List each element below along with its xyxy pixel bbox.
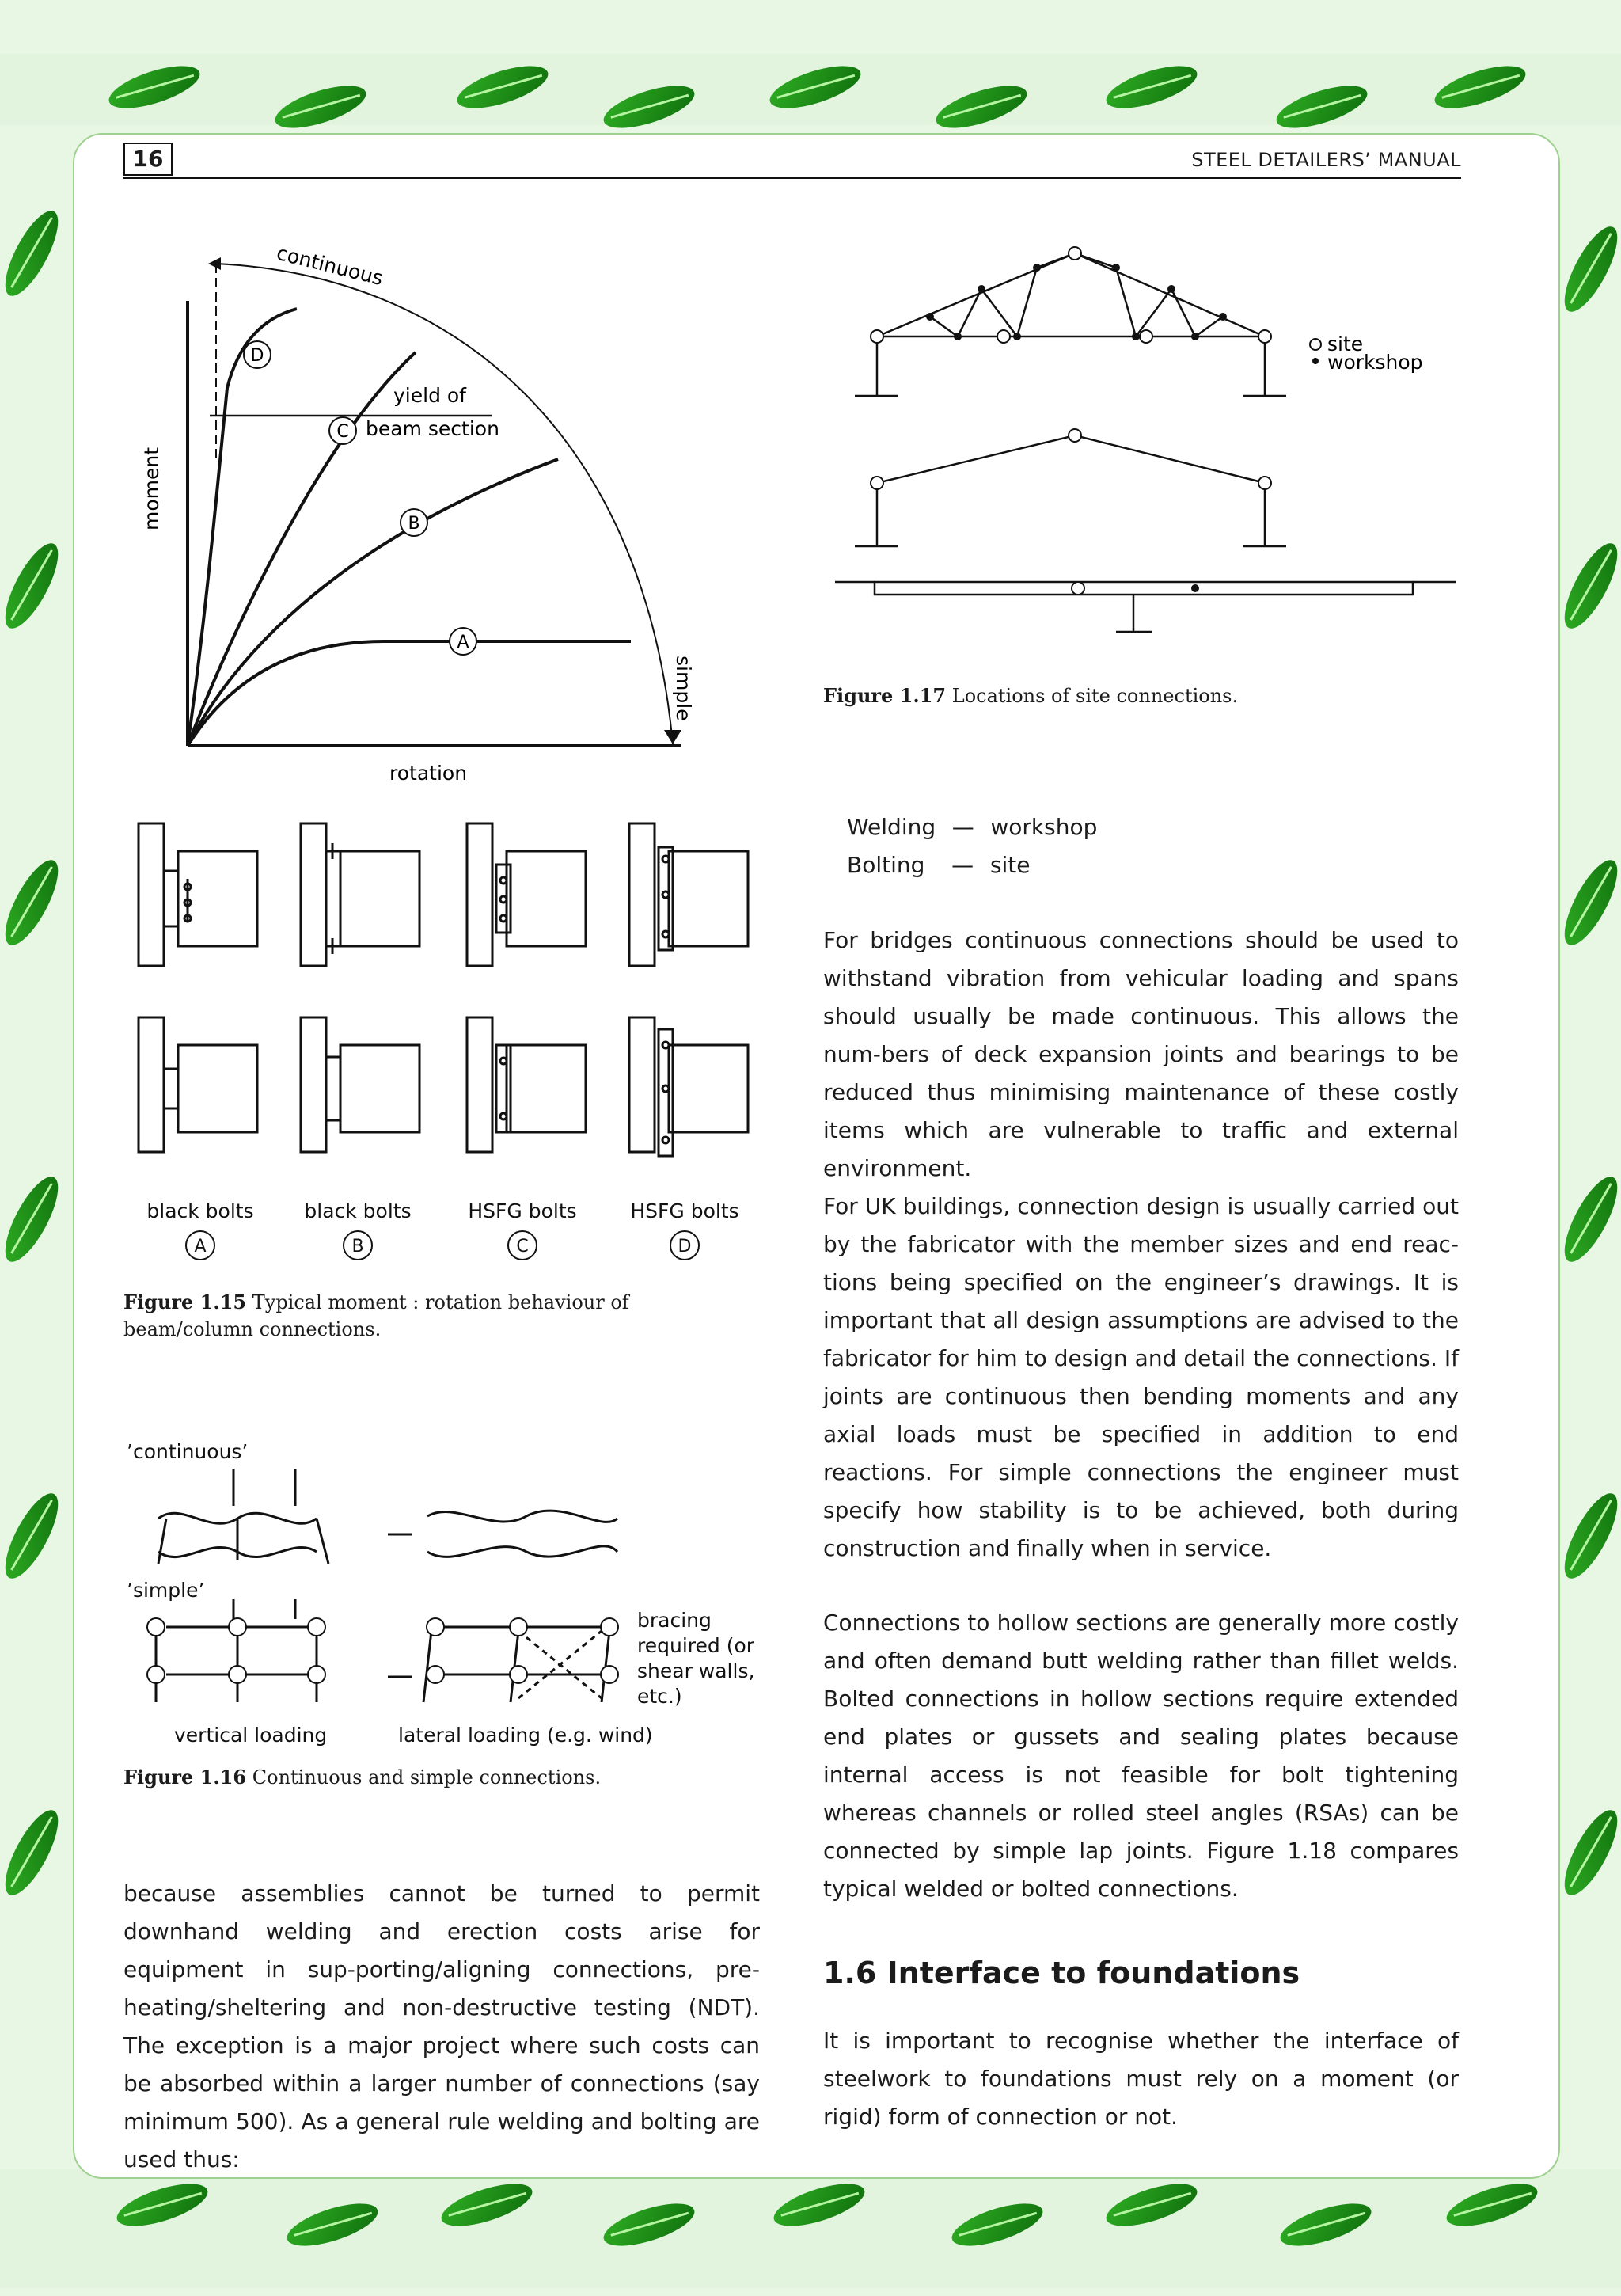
- moment-label: moment: [140, 447, 163, 530]
- hollow-sections-paragraph: [823, 1604, 1459, 1908]
- yield-label-line-1: yield of: [393, 384, 466, 407]
- figure-1-16-caption: [123, 1764, 749, 1791]
- figure-1-16-diagram: [123, 1441, 772, 1762]
- connection-letter-b: B: [351, 1237, 364, 1256]
- bracing-label-line-2: required (or: [637, 1634, 755, 1657]
- simple-label: simple: [672, 656, 695, 721]
- quarter-arc: [216, 264, 673, 744]
- rotation-label: rotation: [389, 762, 468, 785]
- leaf-decoration: [0, 1487, 68, 1586]
- connection-detail: [629, 1017, 748, 1156]
- workshop-legend-label: workshop: [1327, 351, 1423, 374]
- leaf-decoration: [1555, 1170, 1621, 1269]
- curve-c: [188, 352, 416, 746]
- site-legend-icon: [1310, 339, 1321, 350]
- leaf-decoration: [0, 1804, 68, 1903]
- leaf-decoration: [0, 853, 68, 952]
- table-dash: —: [951, 851, 974, 878]
- table-place: site: [989, 851, 1031, 878]
- leaf-decoration: [1555, 537, 1621, 636]
- welding-bolting-table: [847, 808, 1116, 884]
- truss-top-chord: [877, 253, 1265, 336]
- body-text-hollow-sections: Connections to hollow sections are generally more costly and often demand butt welding rather than fillet welds. Bolted connections in hollow sections require extended end plates or gussets and sealing plates because internal access is not feasible for bolt tightening whereas channels or rolled steel angles (RSAs) can be connected by simple lap joints. Figure 1.18 compares typical welded or bolted connections.: [823, 1610, 1459, 1902]
- body-text-foundations: It is important to recognise whether the interface of steelwork to foundations must rely on a moment (or rigid) form of connection or not.: [823, 2028, 1459, 2130]
- body-text-bridges: For bridges continuous connections should be used to withstand vibration from vehicular loading and spans should usually be made continuous. This allows the num-bers of deck expansion joints and bearings to be reduced thus minimising maintenance of these costly items which are vulnerable to traffic and external environment.: [823, 927, 1459, 1181]
- curve-a-label: A: [457, 633, 469, 652]
- curve-c-label: C: [336, 422, 349, 442]
- body-text-uk-buildings: For UK buildings, connection design is usually carried out by the fabricator with the member sizes and end reac-tions being specified on the engineer’s drawings. It is important that all design assumptions are advised to the fabricator for him to design and detail the connections. If joints are continuous then bending moments and any axial loads must be specified in addition to end reactions. For simple connections the engineer must specify how stability is to be achieved, both during construction and finally when in service.: [823, 1193, 1459, 1561]
- leaf-decoration: [0, 1170, 68, 1269]
- curve-a: [188, 641, 631, 746]
- connection-detail: [301, 823, 419, 966]
- table-method: Welding: [847, 813, 936, 840]
- leaf-decoration: [1555, 853, 1621, 952]
- connection-type-label-b: black bolts: [304, 1199, 412, 1222]
- curve-d: [188, 309, 297, 746]
- running-header: STEEL DETAILERS’ MANUAL: [1191, 149, 1461, 171]
- table-row: [847, 808, 1116, 846]
- connection-detail: [629, 823, 748, 966]
- left-bottom-paragraph: [123, 1875, 760, 2179]
- portal-frame: [877, 435, 1265, 483]
- bracing-label-line-4: etc.): [637, 1685, 682, 1708]
- figure-1-17-diagram: [831, 245, 1456, 649]
- vertical-loading-label: vertical loading: [174, 1724, 328, 1747]
- continuous-label: continuous: [274, 241, 385, 291]
- continuous-label: ’continuous’: [127, 1441, 249, 1463]
- connection-detail: [301, 1017, 419, 1152]
- leaf-decoration: [0, 204, 68, 303]
- decorative-bottom-border: [0, 2169, 1621, 2288]
- connection-letter-d: D: [678, 1237, 692, 1256]
- leaf-decoration: [1555, 220, 1621, 319]
- connection-detail: [139, 823, 257, 966]
- page-number: 16: [123, 143, 173, 176]
- connection-letter-a: A: [194, 1237, 207, 1256]
- continuous-lateral-beam: [427, 1511, 617, 1522]
- figure-1-16-caption-text: Continuous and simple connections.: [252, 1766, 602, 1789]
- yield-label-line-2: beam section: [366, 417, 499, 440]
- leaf-decoration: [0, 537, 68, 636]
- connection-detail: [467, 823, 586, 966]
- page-header: [123, 143, 1461, 179]
- bridges-paragraph: [823, 922, 1459, 1188]
- figure-1-17-caption: [823, 682, 1448, 709]
- table-place: workshop: [990, 813, 1098, 840]
- connection-detail: [139, 1017, 257, 1152]
- figure-1-17-caption-text: Locations of site connections.: [951, 685, 1239, 707]
- body-text-left-bottom: because assemblies cannot be turned to permit downhand welding and erection costs arise for equipment in sup-porting/aligning connections, pre-heating/sheltering and non-destructive testing (NDT). The exception is a major project where such costs can be absorbed within a larger number of connections (say minimum 500). As a general rule welding and bolting are used thus:: [123, 1880, 760, 2172]
- leaf-decoration: [1555, 1804, 1621, 1903]
- uk-buildings-paragraph: [823, 1188, 1459, 1568]
- table-row: [847, 846, 1116, 884]
- connection-type-label-a: black bolts: [146, 1199, 254, 1222]
- bracing-label-line-1: bracing: [637, 1609, 712, 1632]
- connection-detail: [467, 1017, 586, 1152]
- simple-label: ’simple’: [127, 1579, 205, 1602]
- lateral-loading-label: lateral loading (e.g. wind): [398, 1724, 653, 1747]
- figure-1-15-connection-details: [131, 815, 764, 1267]
- site-legend-label: site: [1327, 333, 1364, 355]
- figure-1-15-graph: [131, 230, 732, 800]
- bracing-label-line-3: shear walls,: [637, 1659, 755, 1682]
- table-method: Bolting: [847, 851, 925, 878]
- figure-1-15-caption-label: Figure 1.15: [123, 1291, 247, 1313]
- section-heading: 1.6 Interface to foundations: [823, 1956, 1300, 1990]
- figure-1-17-caption-label: Figure 1.17: [823, 684, 947, 707]
- beam-support-bridge: [875, 582, 1413, 595]
- figure-1-15-caption: [123, 1289, 749, 1343]
- workshop-legend-icon: [1312, 358, 1319, 364]
- curve-b: [188, 459, 558, 746]
- connection-type-label-d: HSFG bolts: [630, 1199, 739, 1222]
- connection-type-label-c: HSFG bolts: [468, 1199, 577, 1222]
- leaf-decoration: [1555, 1487, 1621, 1586]
- foundations-paragraph: [823, 2022, 1459, 2136]
- curve-b-label: B: [408, 514, 420, 534]
- connection-letter-c: C: [516, 1237, 529, 1256]
- figure-1-16-caption-label: Figure 1.16: [123, 1766, 247, 1789]
- figure-1-15-caption-text: Typical moment : rotation behaviour of beam/column connections.: [123, 1291, 629, 1340]
- curve-d-label: D: [250, 346, 264, 366]
- table-dash: —: [951, 813, 974, 840]
